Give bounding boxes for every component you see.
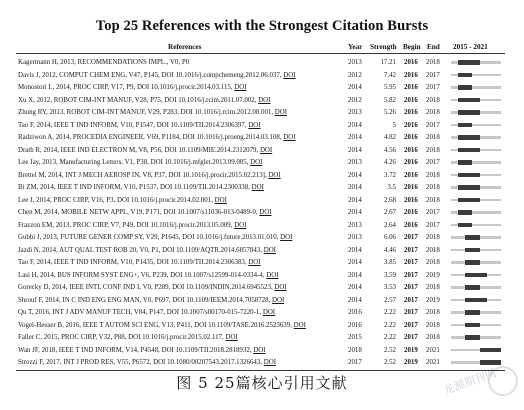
table-row — [0, 331, 524, 344]
doi-link[interactable]: DOI — [253, 346, 266, 354]
figure-caption: 图 5 25篇核心引用文献 — [176, 374, 348, 392]
strength-cell: 3.53 — [383, 284, 396, 291]
doi-link[interactable]: DOI — [214, 196, 227, 204]
reference-citation: Brettel M, 2014, INT J MECH AEROSP IN, V8, P37, DOI 10.1016/j.procir.2015.02.213], — [18, 171, 267, 179]
strength-cell: 3.72 — [383, 171, 396, 179]
begin-cell: 2017 — [404, 296, 418, 304]
strength-cell: 4.56 — [383, 146, 396, 154]
burst-segment — [465, 260, 479, 265]
end-cell: 2018 — [426, 96, 440, 104]
year-cell: 2013 — [348, 59, 362, 66]
reference-citation: Chen M, 2014, MOBILE NETW APPL, V19, P171, DOI 10.1007/s11036-013-0489-0, — [18, 209, 258, 216]
header-range: 2015 - 2021 — [453, 43, 488, 51]
doi-link[interactable]: DOI — [258, 96, 271, 104]
begin-cell: 2017 — [404, 321, 418, 329]
begin-cell: 2016 — [404, 209, 418, 216]
year-cell: 2013 — [348, 234, 362, 241]
year-cell: 2017 — [348, 359, 362, 366]
doi-link[interactable]: DOI — [259, 146, 273, 154]
burst-segment — [480, 348, 501, 353]
reference-text — [18, 119, 343, 132]
begin-cell: 2017 — [404, 309, 418, 316]
strength-cell: 2.22 — [383, 309, 396, 316]
doi-link[interactable]: DOI — [263, 246, 276, 254]
burst-segment — [458, 223, 472, 228]
strength-cell: 5 — [392, 121, 396, 129]
begin-cell: 2016 — [404, 71, 418, 79]
year-cell: 2013 — [348, 221, 362, 229]
strength-cell: 2.22 — [383, 334, 396, 341]
begin-cell: 2016 — [404, 171, 418, 179]
header-rule — [16, 53, 505, 54]
reference-text — [18, 281, 343, 294]
reference-citation: Lasi H, 2014, BUS INFORM SYST ENG+, V6, P239, DOI 10.1007/s12599-014-0334-4, — [18, 271, 265, 279]
doi-link[interactable]: DOI — [293, 321, 306, 329]
table-row — [0, 344, 524, 357]
doi-link[interactable]: DOI — [262, 309, 276, 316]
year-cell: 2016 — [348, 321, 362, 329]
year-cell: 2013 — [348, 159, 362, 166]
doi-link[interactable]: DOI — [283, 71, 296, 79]
begin-cell: 2017 — [404, 234, 418, 241]
begin-cell: 2016 — [404, 146, 418, 154]
reference-text — [18, 169, 343, 182]
year-cell: 2014 — [348, 196, 362, 204]
table-row — [0, 356, 524, 369]
doi-link[interactable]: DOI — [268, 171, 281, 179]
reference-text — [18, 269, 343, 282]
reference-citation: Wan JF, 2018, IEEE T IND INFORM, V14, P4548, DOI 10.1109/TII.2018.2818932, — [18, 346, 252, 354]
end-cell: 2018 — [426, 109, 440, 116]
end-cell: 2017 — [426, 121, 440, 129]
reference-text — [18, 94, 343, 107]
begin-cell: 2016 — [404, 59, 418, 66]
table-row — [0, 156, 524, 169]
table-row — [0, 231, 524, 244]
burst-segment — [458, 85, 472, 90]
table-row — [0, 319, 524, 332]
table-row — [0, 281, 524, 294]
reference-text — [18, 194, 343, 207]
watermark-logo: 龙源期刊网 — [441, 366, 498, 398]
reference-citation: Radziwon A, 2014, PROCEDIA ENGINEER, V69, P1184, DOI 10.1016/j.proeng.2014.03.108, — [18, 134, 282, 141]
doi-link[interactable]: DOI — [266, 271, 279, 279]
end-cell: 2017 — [426, 84, 440, 91]
table-row — [0, 69, 524, 82]
reference-citation: Shrouf F, 2014, IN C IND ENG ENG MAN, V0, P697, DOI 10.1109/IEEM.2014.7058728, — [18, 296, 271, 304]
begin-cell: 2016 — [404, 196, 418, 204]
reference-citation: Strozzi F, 2017, INT J PROD RES, V55, P6572, DOI 10.1080/00207543.2017.1326643, — [18, 359, 263, 366]
table-row — [0, 256, 524, 269]
year-cell: 2014 — [348, 246, 362, 254]
end-cell: 2018 — [426, 196, 440, 204]
strength-cell: 3.5 — [387, 184, 396, 191]
year-cell: 2014 — [348, 259, 362, 266]
end-cell: 2018 — [426, 309, 440, 316]
year-cell: 2014 — [348, 209, 362, 216]
reference-text — [18, 294, 343, 307]
begin-cell: 2016 — [404, 109, 418, 116]
burst-segment — [458, 210, 472, 215]
begin-cell: 2016 — [404, 221, 418, 229]
doi-link[interactable]: DOI — [274, 284, 287, 291]
reference-text — [18, 344, 343, 357]
burst-segment — [465, 235, 479, 240]
header-end: End — [427, 43, 440, 51]
end-cell: 2018 — [426, 246, 440, 254]
begin-cell: 2016 — [404, 134, 418, 141]
reference-citation: Tao F, 2014, IEEE T IND INFORM, V10, P1547, DOI 10.1109/TII.2014.2306397, — [18, 121, 247, 129]
burst-segment — [458, 73, 472, 78]
burst-segment — [458, 173, 479, 178]
table-row — [0, 306, 524, 319]
reference-citation: Lee J, 2014, PROC CIRP, V16, P3, DOI 10.1016/j.procir.2014.02.001, — [18, 196, 213, 204]
table-row — [0, 106, 524, 119]
reference-citation: Gorecky D, 2014, IEEE INTL CONF IND I, V0, P289, DOI 10.1109/INDIN.2014.6945523, — [18, 284, 273, 291]
end-cell: 2017 — [426, 209, 440, 216]
year-cell: 2013 — [348, 109, 362, 116]
table-row — [0, 144, 524, 157]
begin-cell: 2017 — [404, 284, 418, 291]
year-cell: 2014 — [348, 271, 362, 279]
end-cell: 2018 — [426, 259, 440, 266]
table-row — [0, 56, 524, 69]
reference-citation: Frazzon EM, 2013, PROC CIRP, V7, P49, DOI 10.1016/j.procir.2013.05.009, — [18, 221, 233, 229]
reference-citation: Faller C, 2015, PROC CIRP, V32, P88, DOI 10.1016/j.procir.2015.02.117, — [18, 334, 224, 341]
end-cell: 2021 — [426, 346, 440, 354]
begin-cell: 2017 — [404, 271, 418, 279]
burst-segment — [458, 110, 479, 115]
burst-segment — [465, 335, 479, 340]
year-cell: 2012 — [348, 96, 362, 104]
reference-text — [18, 306, 343, 319]
table-row — [0, 119, 524, 132]
strength-cell: 6.06 — [383, 234, 396, 241]
strength-cell: 2.68 — [383, 196, 396, 204]
reference-text — [18, 219, 343, 232]
end-cell: 2019 — [426, 271, 440, 279]
reference-text — [18, 69, 343, 82]
begin-cell: 2017 — [404, 246, 418, 254]
strength-cell: 2.52 — [383, 359, 396, 366]
header-begin: Begin — [403, 43, 421, 51]
end-cell: 2018 — [426, 284, 440, 291]
begin-cell: 2016 — [404, 96, 418, 104]
end-cell: 2018 — [426, 59, 440, 66]
year-cell: 2014 — [348, 146, 362, 154]
end-cell: 2018 — [426, 184, 440, 191]
year-cell: 2014 — [348, 284, 362, 291]
end-cell: 2018 — [426, 334, 440, 341]
begin-cell: 2016 — [404, 84, 418, 91]
burst-segment — [465, 285, 479, 290]
table-row — [0, 94, 524, 107]
reference-text — [18, 144, 343, 157]
strength-cell: 17.21 — [380, 59, 396, 66]
table-row — [0, 169, 524, 182]
reference-citation: Monostori L, 2014, PROC CIRP, V17, P9, DOI 10.1016/j.procir.2014.03.115, — [18, 84, 233, 91]
reference-text — [18, 131, 343, 144]
end-cell: 2019 — [426, 296, 440, 304]
begin-cell: 2017 — [404, 259, 418, 266]
table-row — [0, 269, 524, 282]
doi-link[interactable]: DOI — [274, 109, 288, 116]
table-row — [0, 294, 524, 307]
begin-cell: 2016 — [404, 184, 418, 191]
year-cell: 2014 — [348, 84, 362, 91]
end-cell: 2017 — [426, 221, 440, 229]
reference-citation: Xu X, 2012, ROBOT CIM-INT MANUF, V28, P75, DOI 10.1016/j.rcim.2011.07.002, — [18, 96, 257, 104]
year-cell: 2014 — [348, 184, 362, 191]
burst-segment — [458, 198, 479, 203]
strength-cell: 7.42 — [383, 71, 396, 79]
burst-segment — [465, 323, 479, 328]
reference-citation: Gubbi J, 2013, FUTURE GENER COMP SY, V29, P1645, DOI 10.1016/j.future.2013.01.010, — [18, 234, 279, 241]
header-year: Year — [348, 43, 363, 51]
reference-text — [18, 256, 343, 269]
burst-segment — [465, 298, 486, 303]
reference-citation: Drath R, 2014, IEEE IND ELECTRON M, V8, P56, DOI 10.1109/MIE.2014.2312079, — [18, 146, 259, 154]
year-cell: 2012 — [348, 71, 362, 79]
doi-link[interactable]: DOI — [283, 134, 296, 141]
end-cell: 2017 — [426, 71, 440, 79]
reference-citation: Kagermann H, 2013, RECOMMENDATIONS IMPL., V0, P0 — [18, 59, 190, 66]
reference-citation: Jazdi N, 2014, AUT QUAL TEST ROB 20, V0, P1, DOI 10.1109/AQTR.2014.6857843, — [18, 246, 262, 254]
burst-segment — [458, 135, 479, 140]
reference-text — [18, 81, 343, 94]
burst-segment — [458, 185, 479, 190]
doi-link[interactable]: DOI — [263, 359, 276, 366]
reference-citation: Vogel-Heuser B, 2016, IEEE T AUTOM SCI ENG, V13, P411, DOI 10.1109/TASE.2016.2523639, — [18, 321, 292, 329]
doi-link[interactable]: DOI — [248, 121, 261, 129]
burst-segment — [465, 273, 486, 278]
begin-cell: 2016 — [404, 159, 418, 166]
burst-segment — [458, 123, 472, 128]
reference-citation: Zhong RY, 2013, ROBOT CIM-INT MANUF, V29, P283, DOI 10.1016/j.rcim.2012.08.001, — [18, 109, 274, 116]
end-cell: 2021 — [426, 359, 440, 366]
strength-cell: 2.64 — [383, 221, 396, 229]
strength-cell: 5.82 — [383, 96, 396, 104]
year-cell: 2014 — [348, 121, 362, 129]
strength-cell: 3.59 — [383, 271, 396, 279]
doi-link[interactable]: DOI — [259, 209, 272, 216]
reference-citation: Lee Jay, 2013, Manufacturing Letters, V1, P38, DOI 10.1016/j.mfglet.2013.09.005, — [18, 159, 249, 166]
year-cell: 2018 — [348, 346, 362, 354]
burst-segment — [458, 60, 479, 65]
figure-title: Top 25 References with the Strongest Citation Bursts — [95, 18, 429, 34]
doi-link[interactable]: DOI — [280, 234, 293, 241]
reference-citation: Tao F, 2014, IEEE T IND INFORM, V10, P1435, DOI 10.1109/TII.2014.2306383, — [18, 259, 247, 266]
reference-text — [18, 356, 343, 369]
table-row — [0, 81, 524, 94]
reference-citation: Davis J, 2012, COMPUT CHEM ENG, V47, P145, DOI 10.1016/j.compchemeng.2012.06.037, — [18, 71, 282, 79]
end-cell: 2017 — [426, 159, 440, 166]
year-cell: 2014 — [348, 134, 362, 141]
strength-cell: 2.22 — [383, 321, 396, 329]
doi-link[interactable]: DOI — [251, 184, 264, 191]
header-strength: Strength — [370, 43, 397, 51]
strength-cell: 2.67 — [383, 209, 396, 216]
table-row — [0, 194, 524, 207]
burst-segment — [458, 98, 479, 103]
doi-link[interactable]: DOI — [248, 259, 261, 266]
begin-cell: 2019 — [404, 359, 418, 366]
reference-text — [18, 231, 343, 244]
begin-cell: 2016 — [404, 121, 418, 129]
strength-cell: 5.26 — [383, 109, 396, 116]
end-cell: 2018 — [426, 134, 440, 141]
begin-cell: 2019 — [404, 346, 418, 354]
year-cell: 2014 — [348, 171, 362, 179]
table-row — [0, 206, 524, 219]
reference-text — [18, 156, 343, 169]
reference-text — [18, 319, 343, 332]
end-cell: 2018 — [426, 321, 440, 329]
strength-cell: 4.82 — [383, 134, 396, 141]
reference-citation: Bi ZM, 2014, IEEE T IND INFORM, V10, P1537, DOI 10.1109/TII.2014.2300338, — [18, 184, 250, 191]
strength-cell: 5.95 — [383, 84, 396, 91]
end-cell: 2018 — [426, 171, 440, 179]
strength-cell: 4.46 — [383, 246, 396, 254]
year-cell: 2016 — [348, 309, 362, 316]
table-bottom-rule — [16, 370, 505, 371]
doi-link[interactable]: DOI — [234, 221, 247, 229]
doi-link[interactable]: DOI — [234, 84, 247, 91]
table-row — [0, 131, 524, 144]
reference-text — [18, 56, 343, 69]
reference-citation: Qu T, 2016, INT J ADV MANUF TECH, V84, P147, DOI 10.1007/s00170-015-7220-1, — [18, 309, 262, 316]
reference-text — [18, 181, 343, 194]
end-cell: 2018 — [426, 146, 440, 154]
burst-segment — [458, 160, 472, 165]
year-cell: 2015 — [348, 334, 362, 341]
doi-link[interactable]: DOI — [250, 159, 263, 166]
reference-text — [18, 331, 343, 344]
begin-cell: 2017 — [404, 334, 418, 341]
reference-text — [18, 206, 343, 219]
strength-cell: 4.26 — [383, 159, 396, 166]
table-row — [0, 219, 524, 232]
strength-cell: 2.52 — [383, 346, 396, 354]
doi-link[interactable]: DOI — [272, 296, 285, 304]
doi-link[interactable]: DOI — [225, 334, 238, 341]
strength-cell: 2.57 — [383, 296, 396, 304]
reference-text — [18, 244, 343, 257]
burst-segment — [465, 310, 479, 315]
table-row — [0, 181, 524, 194]
end-cell: 2018 — [426, 234, 440, 241]
burst-segment — [458, 148, 479, 153]
header-references: References — [168, 43, 202, 51]
reference-text — [18, 106, 343, 119]
strength-cell: 3.85 — [383, 259, 396, 266]
year-cell: 2014 — [348, 296, 362, 304]
burst-segment — [465, 248, 479, 253]
table-row — [0, 244, 524, 257]
